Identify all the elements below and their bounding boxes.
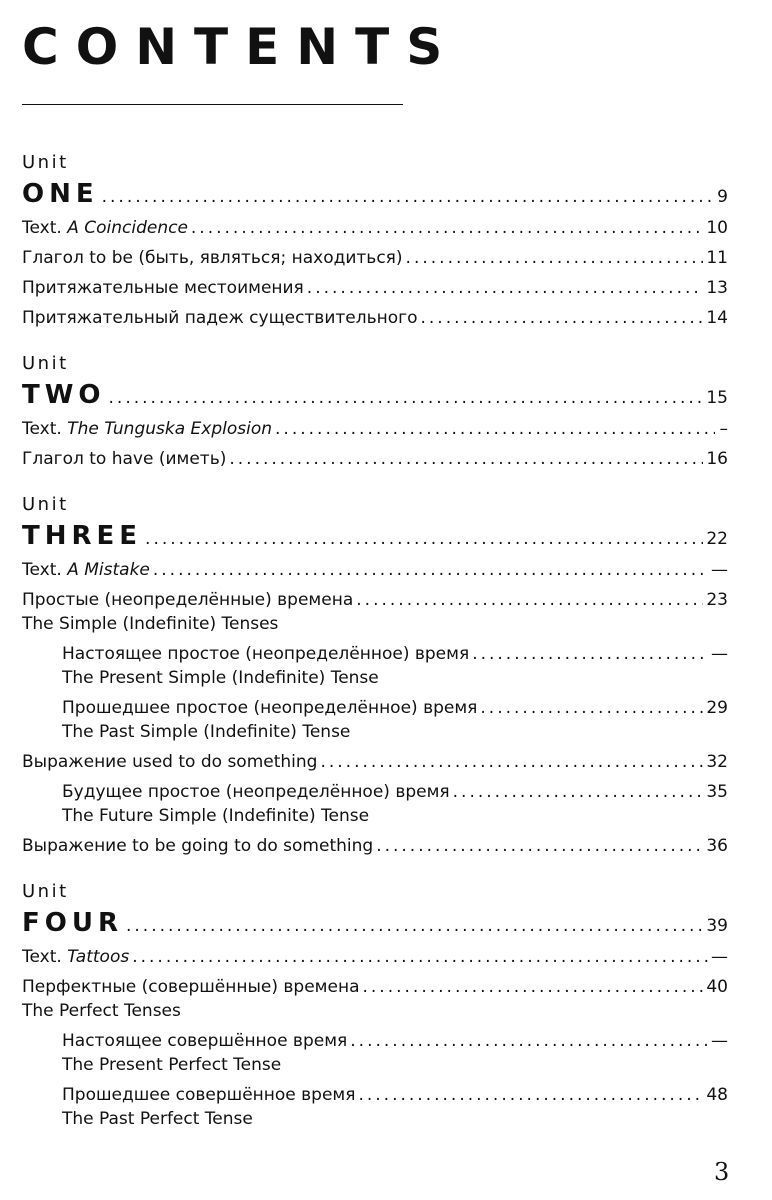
- entry-title-italic: A Mistake: [67, 560, 150, 580]
- entry-title: [22, 246, 403, 270]
- toc-entry[interactable]: [22, 246, 728, 270]
- entry-title-line2: [62, 1109, 253, 1129]
- entry-title-text: The Future Simple (Indefinite) Tense: [62, 806, 370, 826]
- table-of-contents: [22, 149, 728, 1151]
- page-ref: —: [711, 1031, 728, 1051]
- toc-entry[interactable]: [22, 447, 728, 471]
- unit-section: [22, 149, 728, 330]
- page-ref: 48: [706, 1085, 728, 1105]
- entry-title: [22, 417, 272, 441]
- entry-title: [22, 750, 317, 774]
- page-ref: 13: [706, 278, 728, 298]
- page-number: 3: [714, 1158, 730, 1186]
- entry-title-line2: [22, 419, 272, 439]
- entry-title-line2: [22, 278, 304, 298]
- unit-name: ONE: [22, 179, 99, 209]
- entry-title: [22, 834, 373, 858]
- page-ref: 14: [706, 308, 728, 328]
- dot-leader: [320, 750, 703, 774]
- unit-section: [22, 350, 728, 471]
- entry-title: [22, 216, 188, 240]
- entry-title: [62, 642, 469, 690]
- unit-heading-entry[interactable]: [22, 906, 728, 943]
- page-ref: 35: [706, 782, 728, 802]
- page-ref: 36: [706, 836, 728, 856]
- unit-section: [22, 878, 728, 1131]
- dot-leader: [275, 417, 715, 441]
- entry-title-text: Глагол to have (иметь): [22, 449, 227, 469]
- page-ref: 32: [706, 752, 728, 772]
- dot-leader: [420, 306, 703, 330]
- entry-title: [62, 1029, 347, 1077]
- dot-leader: [376, 834, 703, 858]
- page-ref: —: [711, 947, 728, 967]
- entry-title-text: Text.: [22, 560, 68, 580]
- dot-leader: [229, 447, 703, 471]
- entry-title: [22, 306, 417, 330]
- entry-title-line2: [22, 308, 417, 328]
- page-ref: 15: [706, 388, 728, 408]
- entry-title: [62, 780, 450, 828]
- toc-entry[interactable]: [22, 1083, 728, 1131]
- dot-leader: [350, 1029, 708, 1053]
- toc-entry[interactable]: [22, 975, 728, 1023]
- entry-title-line2: [22, 752, 317, 772]
- entry-title-line2: [22, 614, 278, 634]
- dot-leader: [153, 558, 708, 582]
- entry-title-italic: Tattoos: [67, 947, 130, 967]
- entry-title: [62, 696, 477, 744]
- page-ref: —: [711, 644, 728, 664]
- entry-title-line2: [62, 1055, 281, 1075]
- entry-title-line2: [62, 722, 350, 742]
- dot-leader: [363, 975, 704, 999]
- dot-leader: [480, 696, 703, 720]
- unit-section: [22, 491, 728, 858]
- entry-title-line2: [22, 947, 129, 967]
- dot-leader: [307, 276, 704, 300]
- entry-title-line2: [22, 218, 188, 238]
- page-ref: 9: [717, 187, 728, 207]
- page-title: CONTENTS: [22, 18, 460, 76]
- unit-label: Unit: [22, 353, 69, 374]
- toc-entry[interactable]: [22, 558, 728, 582]
- entry-title-line1: Перфектные (совершённые) времена: [22, 977, 360, 997]
- unit-heading-entry[interactable]: [22, 177, 728, 214]
- entry-title-line1: Настоящее простое (неопределённое) время: [62, 644, 470, 664]
- entry-title-line1: Будущее простое (неопределённое) время: [62, 782, 450, 802]
- entry-title-text: Text.: [22, 218, 68, 238]
- entry-title-line2: [22, 248, 403, 268]
- entry-title-text: Text.: [22, 947, 68, 967]
- toc-entry[interactable]: [22, 1029, 728, 1077]
- entry-title-line2: [62, 806, 369, 826]
- page-ref: –: [719, 419, 728, 439]
- dot-leader: [102, 180, 715, 214]
- unit-name: FOUR: [22, 908, 123, 938]
- entry-title: [22, 945, 129, 969]
- toc-entry[interactable]: [22, 834, 728, 858]
- page-ref: 10: [706, 218, 728, 238]
- page-ref: —: [711, 560, 728, 580]
- title-divider: [22, 104, 403, 105]
- toc-entry[interactable]: [22, 276, 728, 300]
- page-ref: 39: [706, 916, 728, 936]
- entry-title-text: The Past Simple (Indefinite) Tense: [62, 722, 351, 742]
- entry-title-text: Выражение to be going to do something: [22, 836, 374, 856]
- entry-title-text: Глагол to be (быть, являться; находиться): [22, 248, 403, 268]
- entry-title-line2: [22, 836, 373, 856]
- toc-entry[interactable]: [22, 945, 728, 969]
- entry-title-text: The Simple (Indefinite) Tenses: [22, 614, 279, 634]
- entry-title-text: Притяжательные местоимения: [22, 278, 304, 298]
- entry-title-text: Text.: [22, 419, 68, 439]
- toc-entry[interactable]: [22, 780, 728, 828]
- entry-title-text: The Present Simple (Indefinite) Tense: [62, 668, 379, 688]
- dot-leader: [356, 588, 703, 612]
- entry-title-italic: A Coincidence: [67, 218, 188, 238]
- toc-entry[interactable]: [22, 696, 728, 744]
- page-ref: 11: [706, 248, 728, 268]
- toc-entry[interactable]: [22, 306, 728, 330]
- entry-title-line2: [22, 1001, 181, 1021]
- entry-title-line1: Прошедшее совершённое время: [62, 1085, 356, 1105]
- page-ref: 40: [706, 977, 728, 997]
- dot-leader: [472, 642, 708, 666]
- entry-title-text: Выражение used to do something: [22, 752, 318, 772]
- dot-leader: [126, 909, 703, 943]
- toc-entry[interactable]: [22, 750, 728, 774]
- unit-heading-entry[interactable]: [22, 378, 728, 415]
- entry-title-italic: The Tunguska Explosion: [67, 419, 273, 439]
- entry-title-line2: [22, 560, 150, 580]
- unit-name: THREE: [22, 521, 143, 551]
- entry-title-line1: Настоящее совершённое время: [62, 1031, 348, 1051]
- entry-title: [22, 558, 150, 582]
- entry-title-text: Притяжательный падеж существительного: [22, 308, 418, 328]
- toc-entry[interactable]: [22, 417, 728, 441]
- unit-heading-entry[interactable]: [22, 519, 728, 556]
- page-ref: 22: [706, 529, 728, 549]
- dot-leader: [191, 216, 703, 240]
- entry-title-text: The Perfect Tenses: [22, 1001, 181, 1021]
- entry-title: [22, 975, 360, 1023]
- entry-title-text: The Past Perfect Tense: [62, 1109, 253, 1129]
- entry-title: [62, 1083, 355, 1131]
- entry-title: [22, 588, 353, 636]
- entry-title-line2: [22, 449, 226, 469]
- unit-label: Unit: [22, 494, 69, 515]
- dot-leader: [132, 945, 708, 969]
- toc-entry[interactable]: [22, 216, 728, 240]
- unit-name: TWO: [22, 380, 106, 410]
- entry-title-line2: [62, 668, 379, 688]
- dot-leader: [406, 246, 704, 270]
- dot-leader: [145, 522, 703, 556]
- entry-title: [22, 276, 304, 300]
- toc-entry[interactable]: [22, 642, 728, 690]
- entry-title-text: The Present Perfect Tense: [62, 1055, 282, 1075]
- entry-title: [22, 447, 226, 471]
- entry-title-line1: Простые (неопределённые) времена: [22, 590, 354, 610]
- page-ref: 16: [706, 449, 728, 469]
- dot-leader: [109, 381, 704, 415]
- unit-label: Unit: [22, 881, 69, 902]
- dot-leader: [453, 780, 704, 804]
- entry-title-line1: Прошедшее простое (неопределённое) время: [62, 698, 478, 718]
- page-ref: 29: [706, 698, 728, 718]
- unit-label: Unit: [22, 152, 69, 173]
- page-ref: 23: [706, 590, 728, 610]
- dot-leader: [358, 1083, 703, 1107]
- toc-entry[interactable]: [22, 588, 728, 636]
